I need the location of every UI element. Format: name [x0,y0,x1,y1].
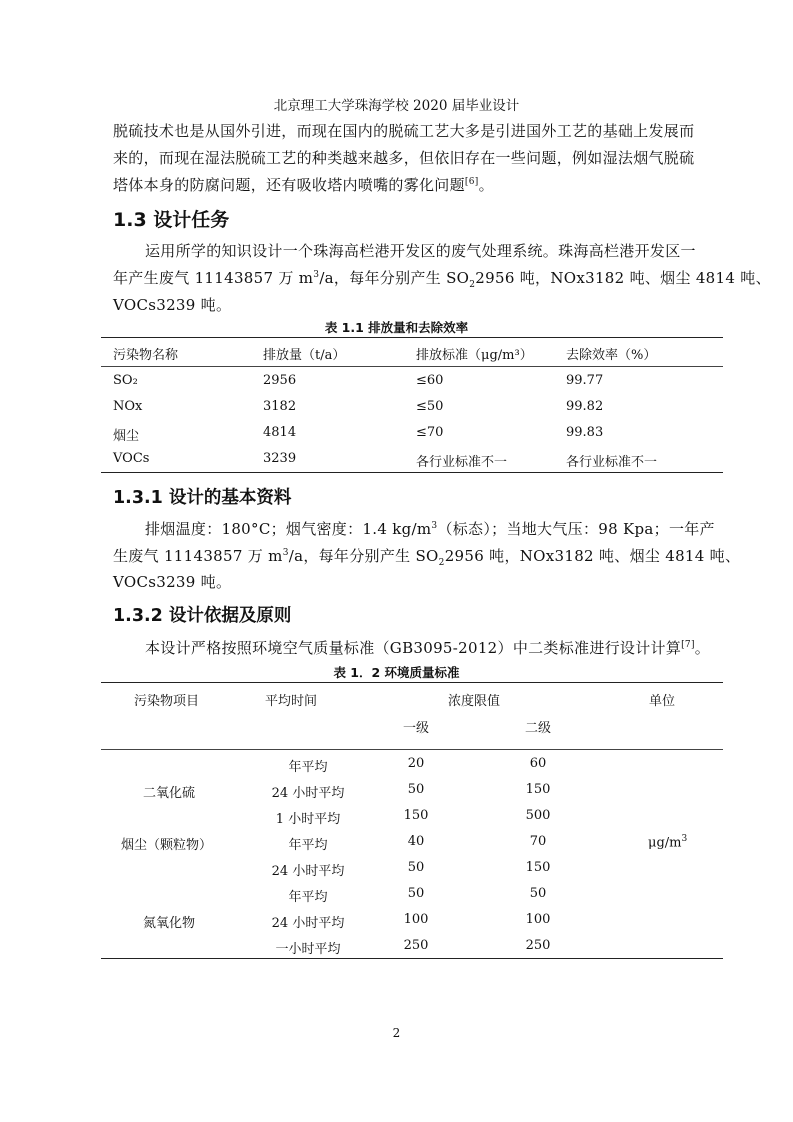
table-1-1-cell: VOCs [113,451,150,466]
table-1-2-cell-grade1: 50 [407,860,425,875]
section-1-3-1-title: 1.3.1 设计的基本资料 [113,488,292,508]
table-1-1-cell: ≤70 [416,425,444,440]
table-1-1-header-standard: 排放标准（μg/m³） [416,348,533,363]
citation-7: [7] [681,640,695,650]
table-1-2-cell-time: 24 小时平均 [271,786,345,801]
table-1-2-cell-grade2: 500 [525,808,551,823]
citation-6: [6] [464,177,479,187]
table-1-1-cell: 99.83 [566,425,604,440]
table-1-1-cell: 各行业标准不一 [566,455,658,470]
table-1-2-cell-grade2: 150 [525,782,551,797]
section-1-3-line-2: 年产生废气 11143857 万 $m^3/a$，每年分别产生 $SO_22956$ 吨，NOx3182 吨、烟尘 4814 吨、 [113,269,771,290]
table-1-2-cell-time: 一小时平均 [275,942,341,957]
table-1-2-cell-grade2: 100 [525,912,551,927]
section-1-3-line-1: 运用所学的知识设计一个珠海高栏港开发区的废气处理系统。珠海高栏港开发区一 [145,242,696,260]
table-1-1-cell: 各行业标准不一 [416,455,508,470]
table-1-2-cell-time: 年平均 [288,760,328,775]
intro-line-3: 塔体本身的防腐问题，还有吸收塔内喷嘴的雾化问题[6]。 [113,176,494,194]
table-1-1-bottom-rule [101,472,723,473]
table-1-2-cell-time: 24 小时平均 [271,864,345,879]
table-1-1-cell: NOx [113,399,143,414]
table-1-2-header-unit: 单位 [649,694,676,709]
table-1-1-cell: ≤60 [416,373,444,388]
table-1-2-cell-grade2: 60 [529,756,547,771]
table-1-2-header-pollutant: 污染物项目 [134,694,200,709]
table-1-2-unit-value: $\mu g/m^3$ [648,834,688,851]
table-1-2-header-grade2: 二级 [525,721,552,736]
table-1-2-cell-grade2: 70 [529,834,547,849]
section-1-3-title: 1.3 设计任务 [113,209,230,231]
table-1-2-cell-grade2: 250 [525,938,551,953]
table-1-1-header-efficiency: 去除效率（%） [566,348,657,363]
table-1-2-header-limit: 浓度限值 [448,694,501,709]
table-1-1-cell: SO₂ [113,373,138,388]
section-1-3-1-line-3: VOCs3239 吨。 [113,573,232,591]
table-1-2-header-rule [101,749,723,750]
table-1-2-cell-time: 年平均 [288,890,328,905]
table-1-1-header-pollutant: 污染物名称 [113,348,179,363]
table-1-1-top-rule [101,337,723,338]
table-1-1-cell: 99.82 [566,399,604,414]
table-1-1-cell: 3239 [263,451,297,466]
table-1-1-cell: 烟尘 [113,429,140,444]
table-1-2-cell-grade1: 20 [407,756,425,771]
table-1-2-cell-grade2: 50 [529,886,547,901]
table-1-1-cell: 3182 [263,399,297,414]
table-1-1-cell: 2956 [263,373,297,388]
table-1-2-cell-time: 年平均 [288,838,328,853]
table-1-2-cell-grade1: 40 [407,834,425,849]
section-1-3-2-title: 1.3.2 设计依据及原则 [113,606,292,626]
table-1-2-group-dust: 烟尘（颗粒物） [121,838,213,853]
section-1-3-2-line-1: 本设计严格按照环境空气质量标准（GB3095-2012）中二类标准进行设计计算[7]。 [145,639,711,657]
table-1-2-cell-grade1: 50 [407,886,425,901]
table-1-2-cell-grade2: 150 [525,860,551,875]
table-1-1-header-rule [101,366,723,367]
table-1-2-bottom-rule [101,958,723,959]
table-1-1-caption: 表 1.1 排放量和去除效率 [324,320,469,335]
table-1-2-group-so2: 二氧化硫 [143,786,196,801]
table-1-2-group-nox: 氮氧化物 [143,916,196,931]
table-1-1-cell: 99.77 [566,373,604,388]
table-1-1-header-amount: 排放量（t/a） [263,348,346,363]
page-header: 北京理工大学珠海学校 2020 届毕业设计 [273,98,520,114]
page-number: 2 [392,1026,401,1040]
table-1-2-header-grade1: 一级 [403,721,430,736]
table-1-2-header-time: 平均时间 [265,694,318,709]
table-1-1-cell: 4814 [263,425,297,440]
table-1-1-cell: ≤50 [416,399,444,414]
table-1-2-cell-grade1: 150 [403,808,429,823]
table-1-2-top-rule [101,682,723,683]
table-1-2-cell-grade1: 250 [403,938,429,953]
intro-line-2: 来的，而现在湿法脱硫工艺的种类越来越多，但依旧存在一些问题，例如湿法烟气脱硫 [113,149,695,167]
section-1-3-1-line-2: 生废气 11143857 万 $m^3/a$，每年分别产生 $SO_22956$ 吨，NOx3182 吨、烟尘 4814 吨、 [113,547,741,568]
table-1-2-cell-time: 1 小时平均 [275,812,341,827]
section-1-3-line-3: VOCs3239 吨。 [113,296,232,314]
intro-line-1: 脱硫技术也是从国外引进，而现在国内的脱硫工艺大多是引进国外工艺的基础上发展而 [113,122,695,140]
section-1-3-1-line-1: 排烟温度：180°C；烟气密度：1.4 $kg/m^3$（标态）；当地大气压：98 Kpa；一年产 [145,520,715,538]
table-1-2-cell-grade1: 50 [407,782,425,797]
table-1-2-cell-time: 24 小时平均 [271,916,345,931]
table-1-2-cell-grade1: 100 [403,912,429,927]
table-1-2-caption: 表 1．2 环境质量标准 [333,665,460,680]
